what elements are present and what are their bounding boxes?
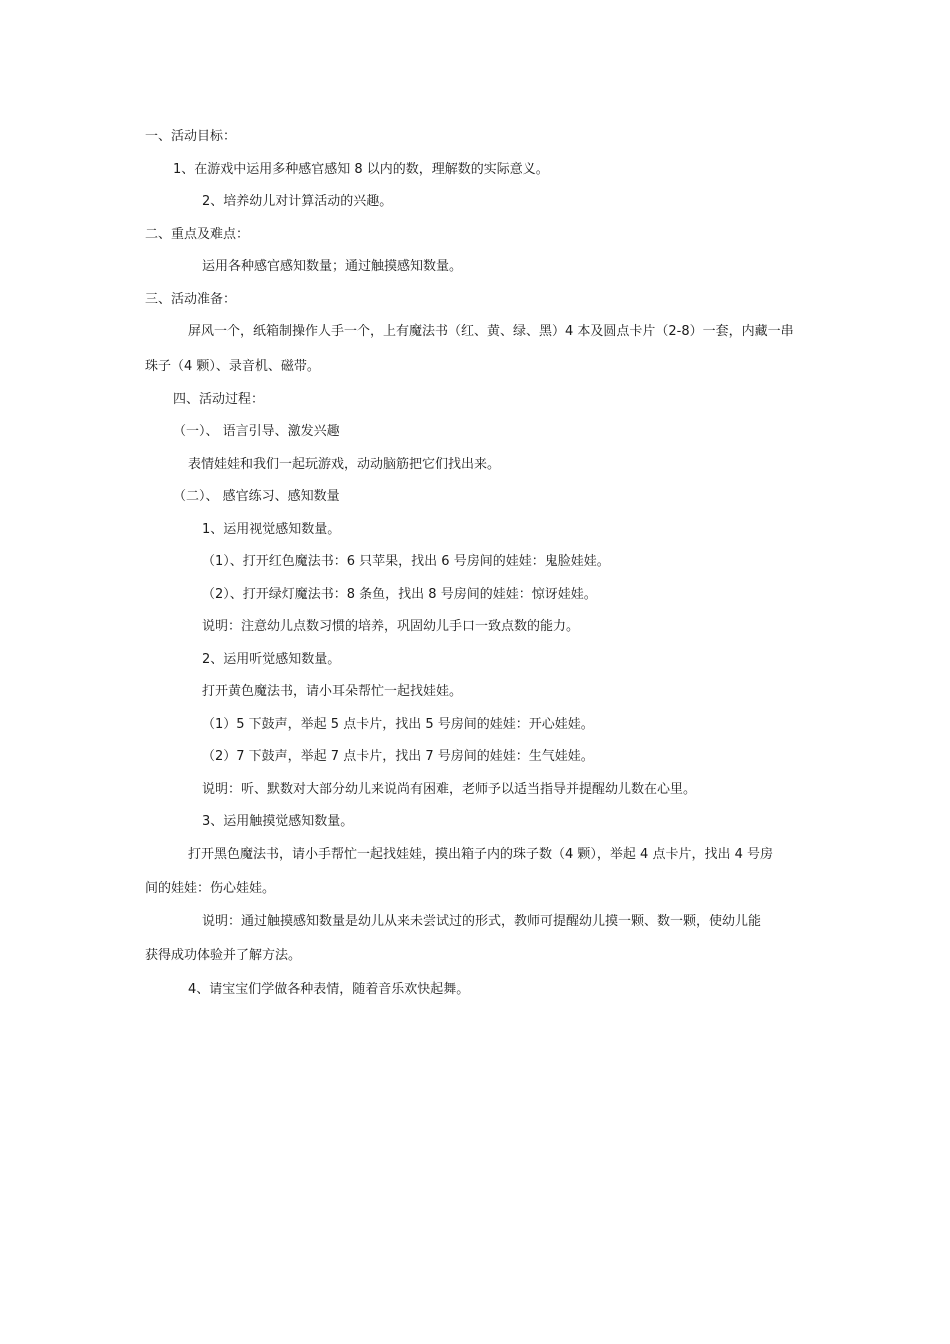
visual-section-title: 1、运用视觉感知数量。 xyxy=(202,522,341,537)
preparation-text-line-2: 珠子（4 颗）、录音机、磁带。 xyxy=(145,359,320,374)
final-step: 4、请宝宝们学做各种表情，随着音乐欢快起舞。 xyxy=(188,982,470,997)
key-points-text: 运用各种感官感知数量；通过触摸感知数量。 xyxy=(202,259,463,274)
goal-item-1: 1、在游戏中运用多种感官感知 8 以内的数，理解数的实际意义。 xyxy=(173,162,549,177)
step-1-text: 表情娃娃和我们一起玩游戏，动动脑筋把它们找出来。 xyxy=(188,457,501,472)
audio-section-title: 2、运用听觉感知数量。 xyxy=(202,652,341,667)
touch-note-line-1: 说明：通过触摸感知数量是幼儿从来未尝试过的形式，教师可提醒幼儿摸一颗、数一颗，使幼儿能 xyxy=(202,914,762,929)
visual-note: 说明：注意幼儿点数习惯的培养，巩固幼儿手口一致点数的能力。 xyxy=(202,619,580,634)
section-heading-preparation: 三、活动准备： xyxy=(145,292,237,307)
touch-text-line-2: 间的娃娃：伤心娃娃。 xyxy=(145,881,276,896)
touch-section-title: 3、运用触摸觉感知数量。 xyxy=(202,814,354,829)
section-heading-key-points: 二、重点及难点： xyxy=(145,227,250,242)
touch-text-line-1: 打开黑色魔法书，请小手帮忙一起找娃娃，摸出箱子内的珠子数（4 颗），举起 4 点卡片，找出 4 号房 xyxy=(188,847,773,862)
step-1-title: （一）、 语言引导、激发兴趣 xyxy=(173,424,340,439)
step-2-title: （二）、 感官练习、感知数量 xyxy=(173,489,340,504)
touch-note-line-2: 获得成功体验并了解方法。 xyxy=(145,948,302,963)
audio-item-1: （1）5 下鼓声，举起 5 点卡片，找出 5 号房间的娃娃：开心娃娃。 xyxy=(202,717,594,732)
audio-note: 说明：听、默数对大部分幼儿来说尚有困难，老师予以适当指导并提醒幼儿数在心里。 xyxy=(202,782,697,797)
visual-item-2: （2）、打开绿灯魔法书：8 条鱼，找出 8 号房间的娃娃：惊讶娃娃。 xyxy=(202,587,597,602)
section-heading-goals: 一、活动目标： xyxy=(145,129,237,144)
goal-item-2: 2、培养幼儿对计算活动的兴趣。 xyxy=(202,194,393,209)
audio-item-2: （2）7 下鼓声，举起 7 点卡片，找出 7 号房间的娃娃：生气娃娃。 xyxy=(202,749,594,764)
preparation-text-line-1: 屏风一个，纸箱制操作人手一个，上有魔法书（红、黄、绿、黑）4 本及圆点卡片（2-8）一套，内藏一串 xyxy=(188,324,794,339)
visual-item-1: （1）、打开红色魔法书：6 只苹果，找出 6 号房间的娃娃：鬼脸娃娃。 xyxy=(202,554,610,569)
audio-intro: 打开黄色魔法书，请小耳朵帮忙一起找娃娃。 xyxy=(202,684,463,699)
section-heading-process: 四、活动过程： xyxy=(173,392,265,407)
